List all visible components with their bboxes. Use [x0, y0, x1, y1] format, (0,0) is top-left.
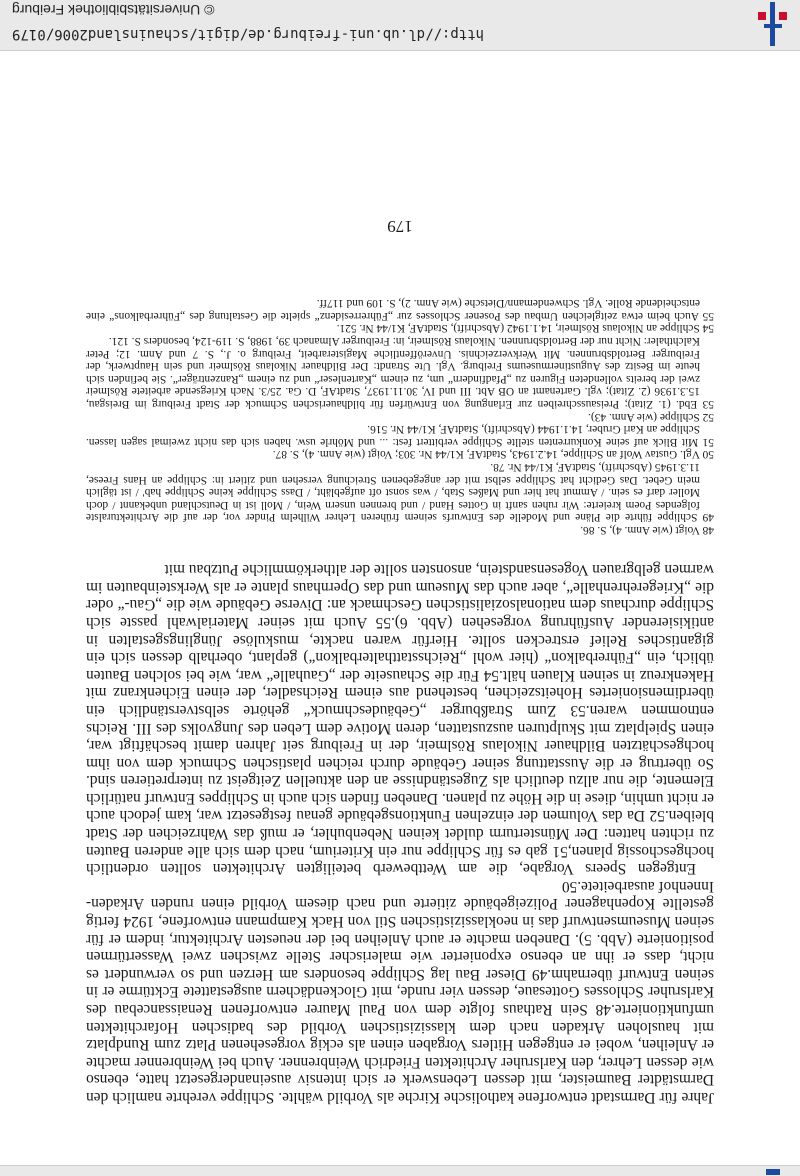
- document-page: [0, 50, 800, 1166]
- paragraph: Jahre für Darmstadt entworfene katholische Kirche als Vorbild wählte. Schlippe verehrte namlich den Darmstädter Baumeister, mit dessen Lebenswerk er sich intensiv auseinandergesetzt hatte, ebenso wie dessen Lehrer, den Karlsruher Architekten Friedrich Weinbrenner. Auch bei Weinbrenner machte er Anleihen, wobei er entgegen Hitlers Vorgaben einen als eckig vorgesehenen Platz zum Rundplatz mit hauslohen Arkaden nach dem klassizistischen Vorbild des badischen Hofarchitekten umfunktionierte.48 Sein Rathaus folgte dem von Paul Maurer entworfenen Renaissancebau des Karlsruher Schlosses Gottesaue, dessen vier runde, mit Glockendächern ausgestattete Ecktürme er in seinen Entwurf übernahm.49 Dieser Bau lag Schlippe besonders am Herzen und so verwundert es nicht, dass er ihn an ebenso exponierter wie malerischer Stelle zwischen zwei Wassertürmen positionierte (Abb. 5). Daneben machte er auch Anleihen bei der neuesten Architektur, indem er für seinen Museumsentwurf das in neoklassizistischen Stil von Hack Kampmann entworfene, 1924 fertig gestellte Kopenhagener Polizeigebäude zitierte und nach diesem Vorbild einen runden Arkaden-Innenhof ausarbeitete.50: [86, 877, 714, 1106]
- page-url[interactable]: http://dl.ub.uni-freiburg.de/digit/schauinsland2006/0179: [12, 26, 485, 42]
- footnote: 52 Schlippe (wie Anm. 43).: [588, 410, 714, 423]
- viewer-toolbar: [0, 0, 800, 51]
- university-logo-icon: [752, 2, 794, 46]
- footnotes: [86, 297, 714, 536]
- body-text: [86, 561, 714, 1106]
- footnote: 50 Vgl. Gustav Wolf an Schlippe, 14.2.1943, StadtAF, K1/44 Nr. 303; Voigt (wie Anm. 4), S. 87.: [272, 448, 714, 461]
- page-number: 179: [387, 217, 413, 236]
- footnote: 51 Mit Blick auf seine Konkurrenten stellte Schlippe verbittert fest: ... und Möhrle usw. haben sich das nicht zweimal sagen lassen. Schlippe an Karl Gruber, 14.1.1944 (Abschrift), StadtAF, K1/44 Nr. 516.: [86, 423, 714, 448]
- rotated-page-content: [0, 50, 800, 1166]
- viewer-bottom-bar: [0, 1165, 800, 1176]
- bottom-marker: [766, 1169, 780, 1175]
- paragraph: Entgegen Speers Vorgabe, die am Wettbewerb beteiligten Architekten sollten ordentlich hochgeschossig planen,51 gab es für Schlippe nur ein Kriterium, nach dem sich alle anderen Bauten zu richten hatten: Der Münsterturm duldet keinen Nebenbuhler, er muß das Wahrzeichen der Stadt bleiben.52 Da das Volumen der einzelnen Funktionsgebäude genau festgesetzt war, kam jedoch auch er nicht umhin, diese in die Höhe zu planen. Daneben finden sich auch in Schlippes Entwurf natürlich Elemente, die nur allzu deutlich als Zugeständnisse an den aktuellen Zeitgeist zu interpretieren sind. So übertrug er die Ausstattung seiner Gebäude durch reichen plastischen Schmuck dem von ihm hochgeschätzten Bildhauer Nikolaus Röslmeir, der in Freiburg seit Jahren damit beschäftigt war, einen Spielplatz mit Skulpturen auszustatten, deren Motive dem Leben des Jungvolks des III. Reichs entnommen waren.53 Zum Straßburger „Gebäudeschmuck“ gehörte selbstverständlich ein überdimensioniertes Hoheitszeichen, bestehend aus einem Reichsadler, der einen Eichenkranz mit Hakenkreuz in seinen Klauen hält.54 Für die Schauseite der „Gauhalle“ war, wie bei solchen Bauten üblich, ein „Führerbalkon“ (hier wohl „Reichsstatthalterbalkon“) geplant, oberhalb dessen sich ein gigantisches Relief erstrecken sollte. Hierfür waren nackte, muskulöse Jünglingsgestalten in antikisierender Ausführung vorgesehen (Abb. 6).55 Auch mit seiner Materialwahl passte sich Schlippe durchaus dem nationalsozialistischen Geschmack an: Diverse Gebäude wie die „Gau-“ oder die „Kriegerehrenhalle“, aber auch das Museum und das Opernhaus plante er als Werksteinbauten im warmen gelbgrauen Vogesensandstein, ansonsten sollte der altherkömmliche Putzbau mit: [86, 561, 714, 878]
- footnote: 54 Schlippe an Nikolaus Röslmeir, 14.1.1942 (Abschrift), StadtAF, K1/44 Nr. 521.: [336, 322, 714, 335]
- footnote: 49 Schlippe führte die Pläne und Modelle des Entwurfs seinem früheren Lehrer Wilhelm Pinder vor, der auf die Architekturalste folgendes Poem kreierte: Wir ruhen sanft in Gottes Hand / und brennen unsern Wein, / Moll ist in Deutschland unbekannt / doch Moller darf es sein. / Ammut hat hier und Maßes Stab, / was sonst oft aufgebläht, / Dass Schlippe keine Schlippe hab' / ist täglich mein Gebet. Das Gedicht hat Schlippe selbst mit der angegebenen Streichung versehen und zitiert in: Schlippe an Hans Freese, 11.3.1945 (Abschrift), StadtAF, K1/44 Nr. 78.: [86, 461, 714, 524]
- footnote: 48 Voigt (wie Anm. 4), S. 86.: [580, 524, 714, 536]
- credit-text: © Universitätsbibliothek Freiburg: [12, 2, 215, 18]
- footnote: 55 Auch beim etwa zeitgleichen Umbau des Posener Schlosses zur „Führerresidenz“ spielte die Gestaltung des „Führerbalkons“ eine entscheidende Rolle. Vgl. Schwendemann/Dietsche (wie Anm. 2), S. 109 und 117ff.: [86, 297, 714, 322]
- footnote: 53 Ebd. (1. Zitat); Preisausschreiben zur Erlangung von Entwürfen für bildhauerischen Schmuck der Stadt Freiburg im Breisgau, 15.3.1936 (2. Zitat); vgl. Gartenamt an OB Abt. III und IV, 30.11.1937, StadtAF, D. Ga. 25/3. Nach Kriegsende arbeitete Röslmeir zwei der bereits vollendeten Figuren zu „Pfadfindern“ um, zu einem „Kartenleser“ und zu einem „Ranzenträger“. Sie befinden sich heute im Besitz des Augustinermuseums Freiburg. Vgl. Ute Strandt: Der Bildhauer Nikolaus Röslmeir und sein Hauptwerk, der Freiburger Bertoldsbrunnen. Mit Werkverzeichnis. Unveröffentliche Magisterarbeit, Freiburg o. J., S. 7 und Anm. 12; Peter Kalchthaler: Nicht nur der Bertoldsbrunnen. Nikolaus Röslmeir, in: Freiburger Almanach 39, 1988, S. 119-124, besonders S. 121.: [86, 335, 714, 411]
